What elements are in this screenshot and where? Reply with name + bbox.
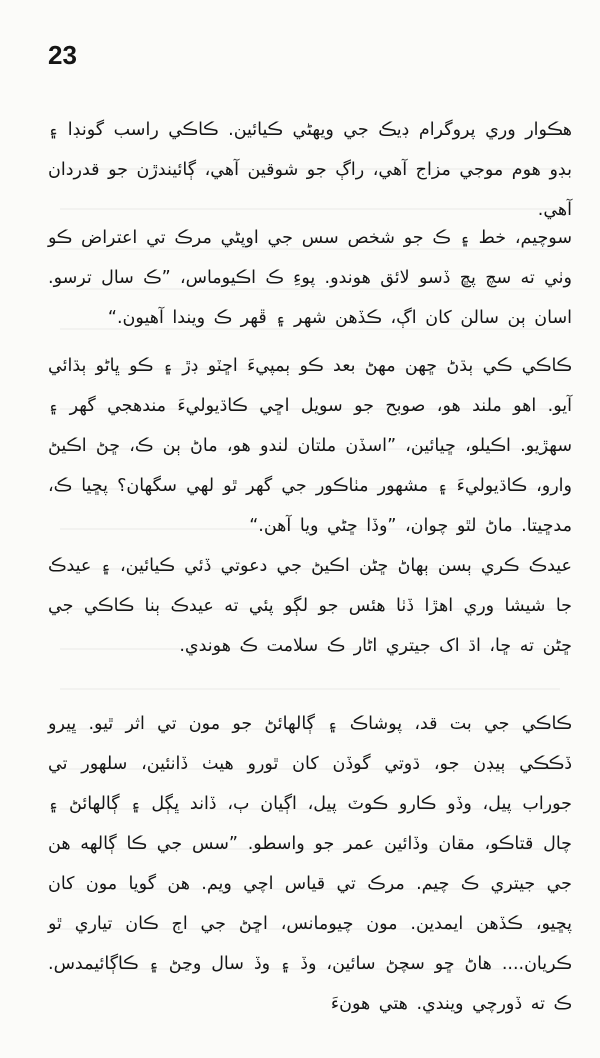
paragraph-4a: عيدڪ ڪري ٻسن ٻهاڻ ڇڻن اڪيڻ جي دعوتي ڏئي ڪيائين، ۽ عيدڪ جا شيشا وري اهڙا ڏٺا هئس جو لڳو پئي ته عيدڪ ٻنا ڪاڪي جي ڇڻن ته ڇا، اڌ اک جيتري اڻار ڪ سلامت ڪ هوندي. <box>48 555 572 656</box>
paragraph-1: هڪوار وري پروگرام ڊيڪ جي ويهڻي ڪيائين. ڪاڪي راسب گونڊا ۽ بڊو هوم موجي مزاج آهي، راڳ جو شوقين آهي، ڳائيندڙن جو قدردان آهي. <box>48 119 572 220</box>
paragraph-2: سوچيم، خط ۽ ڪ جو شخص سس جي اوپڻي مرڪ تي اعتراض ڪو وٺي ته سچ پڇ ڏسو لائق هوندو. پوءِ ڪ اڪيوماس، ”ڪ سال ترسو. اسان ٻن سالن کان اڳ، ڪڏهن شهر ۽ ڦهر ڪ ويندا آهيون.“ <box>48 227 572 328</box>
page-number: 23 <box>48 40 77 70</box>
paragraph-3: ڪاڪي ڪي ٻڌڻ ڇهن مهڻ بعد ڪو ٻمپيءَ اڇٽو ڊڙ ۽ ڪو ڀاڻو ٻڌائي آيو. اهو ملند هو، صوبح جو سويل اڇي ڪاڌيوليءَ مندهجي گهر ۽ سهڙيو. اڪيلو، ڇيائين، ”اسڏن ملتان لندو هو، ماڻ ٻن ڪ، ڇڻ اڪيڻ وارو، ڪاڌيوليءَ ۽ مشهور مٺاڪور جي گهر ٿو لهي سگهان؟ پڇيا ڪ، مدڇيتا. ماڻ لٿو چوان، ”وڏا ڇڻي ويا آهن.“ <box>48 355 572 536</box>
paragraph-5: ڪاڪي جي بت قد، پوشاڪ ۽ ڳالهائڻ جو مون تي اثر ٿيو. ڀيرو ڏڪڪي ٻيڊن جو، ڌوتي گوڏن کان ٿورو هيٺ ڏانئين، سلهور تي جوراب پيل، وڏو ڪارو ڪوٽ پيل، اڳيان ٻ، ڏاند ڀڳل ۽ ڳالهائڻ ۽ چال قتاڪو، مقان وڏائين عمر جو واسطو. ”سس جي ڪا ڳالهه هن جي جيتري ڪ چيم. مرڪ تي قياس اچي ويم. هن گويا مون کان پڇيو، ڪڏهن ايمدين. مون چيومانس، اڇڻ جي اڄ ڪان تياري ٿو ڪريان.... هاڻ ڇو سچڻ سائين، وڏ ۽ وڏ سال وڃڻ ۽ ڪاڳائيمدس. ڪ ته ڏورچي ويندي. هتي هونءَ <box>48 713 572 1014</box>
